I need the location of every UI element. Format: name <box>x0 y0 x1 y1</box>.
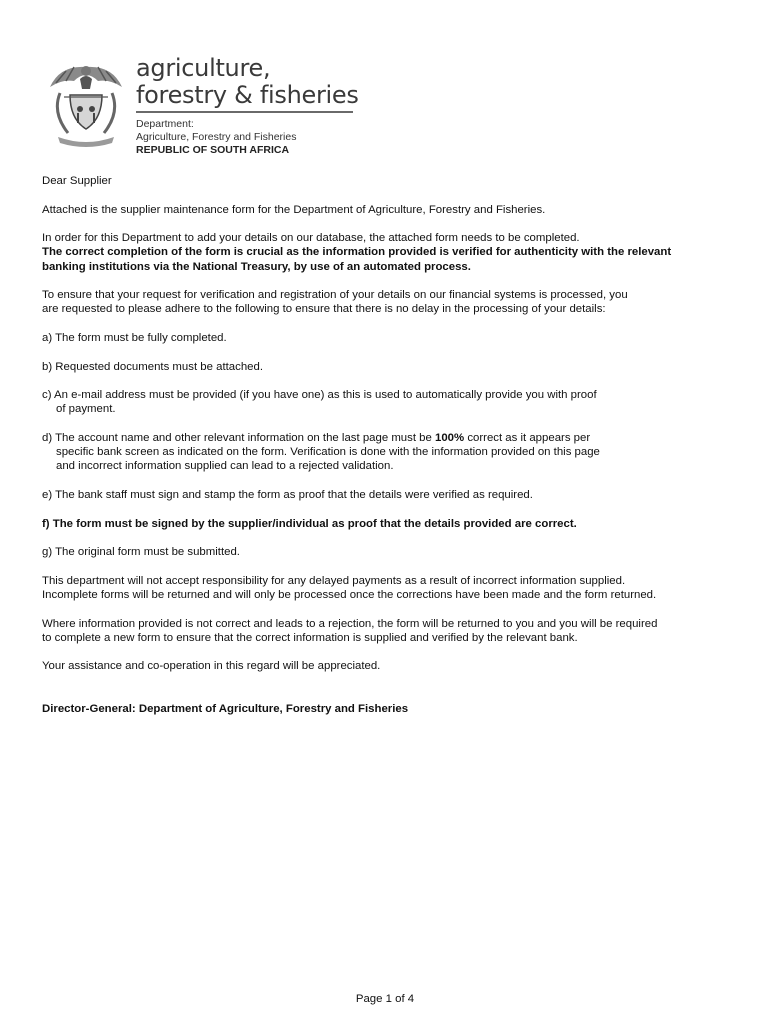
brand-title-line1: agriculture, <box>136 54 271 82</box>
salutation: Dear Supplier <box>42 175 112 187</box>
paragraph-responsibility-line1: This department will not accept responsibility for any delayed payments as a result of incorrect information supplied. <box>42 574 626 587</box>
list-item-e: e) The bank staff must sign and stamp the form as proof that the details were verified as required. <box>42 488 533 501</box>
letterhead <box>40 55 380 155</box>
signoff: Director-General: Department of Agriculture, Forestry and Fisheries <box>42 702 409 715</box>
department-name: Agriculture, Forestry and Fisheries <box>136 131 297 143</box>
list-item-d-line2: specific bank screen as indicated on the form. Verification is done with the information provided on this page <box>56 446 600 459</box>
paragraph-instructions-line2: are requested to please adhere to the following to ensure that there is no delay in the processing of your details: <box>42 303 606 316</box>
list-item-b: b) Requested documents must be attached. <box>42 360 263 373</box>
paragraph-intro: Attached is the supplier maintenance form for the Department of Agriculture, Forestry and Fisheries. <box>42 203 546 216</box>
page-number: Page 1 of 4 <box>355 993 415 1005</box>
list-item-d-line1 <box>42 431 732 445</box>
coat-of-arms-logo <box>40 57 132 149</box>
list-item-c-line1: c) An e-mail address must be provided (if you have one) as this is used to automatically provide you with proof <box>42 389 597 402</box>
list-item-d-percent: 100% <box>435 431 465 444</box>
paragraph-completion-bold-line2: banking institutions via the National Treasury, by use of an automated process. <box>42 260 471 273</box>
country-name: REPUBLIC OF SOUTH AFRICA <box>136 144 290 156</box>
paragraph-responsibility-line2: Incomplete forms will be returned and will only be processed once the corrections have been made and the form returned. <box>42 588 657 601</box>
paragraph-completion-line1: In order for this Department to add your details on our database, the attached form needs to be completed. <box>42 232 580 245</box>
list-item-f: f) The form must be signed by the supplier/individual as proof that the details provided are correct. <box>42 517 577 530</box>
paragraph-closing: Your assistance and co-operation in this regard will be appreciated. <box>42 660 381 673</box>
brand-divider <box>136 111 353 113</box>
paragraph-instructions <box>42 288 732 316</box>
paragraph-rejection-line1: Where information provided is not correct and leads to a rejection, the form will be returned to you and you will be required <box>42 617 658 630</box>
brand-title-line2: forestry & fisheries <box>136 81 359 109</box>
paragraph-rejection <box>42 617 732 645</box>
paragraph-instructions-line1: To ensure that your request for verification and registration of your details on our financial systems is processed, you <box>42 289 628 302</box>
paragraph-completion <box>42 231 732 274</box>
letter-body <box>42 174 732 716</box>
list-item-d <box>42 431 732 474</box>
brand-block <box>136 55 376 157</box>
list-item-d-line3: and incorrect information supplied can lead to a rejected validation. <box>56 460 394 473</box>
paragraph-completion-bold-line1: The correct completion of the form is crucial as the information provided is verified for authenticity with the relevant <box>42 246 672 259</box>
paragraph-responsibility <box>42 574 732 602</box>
list-item-c <box>42 388 732 416</box>
department-label: Department: <box>136 118 194 130</box>
list-item-c-line2: of payment. <box>56 403 116 416</box>
list-item-d-text: d) The account name and other relevant information on the last page must be <box>42 431 436 444</box>
paragraph-rejection-line2: to complete a new form to ensure that the correct information is supplied and verified by the relevant bank. <box>42 631 578 644</box>
list-item-d-text-end: correct as it appears per <box>464 431 591 444</box>
list-item-g: g) The original form must be submitted. <box>42 546 240 559</box>
list-item-a: a) The form must be fully completed. <box>42 331 227 344</box>
